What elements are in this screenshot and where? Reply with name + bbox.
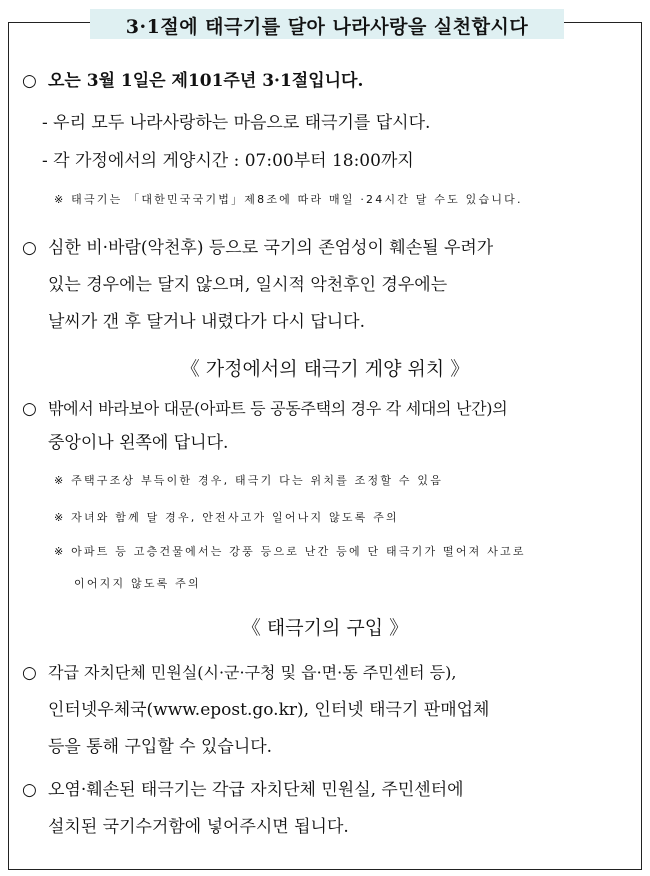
section1-main-text: 오는 3월 1일은 제101주년 3·1절입니다. [48, 71, 364, 91]
bullet-icon: ○ [22, 780, 37, 800]
bullet-icon: ○ [22, 71, 37, 91]
section1-note: ※ 태극기는 「대한민국국기법」제8조에 따라 매일 ·24시간 달 수도 있습니다. [54, 193, 523, 206]
section4-line2: 인터넷우체국(www.epost.go.kr), 인터넷 태극기 판매업체 [48, 700, 490, 720]
section4-line3: 등을 통해 구입할 수 있습니다. [48, 737, 273, 757]
section3-line1-text: 밖에서 바라보아 대문(아파트 등 공동주택의 경우 각 세대의 난간)의 [48, 399, 508, 418]
section4-line1 [22, 662, 456, 684]
section3-note1: ※ 주택구조상 부득이한 경우, 태극기 다는 위치를 조정할 수 있음 [54, 474, 444, 487]
section2-line1 [22, 237, 493, 259]
section3-line2: 중앙이나 왼쪽에 답니다. [48, 433, 229, 453]
section2-line2: 있는 경우에는 달지 않으며, 일시적 악천후인 경우에는 [48, 275, 448, 295]
section5-line1-text: 오염·훼손된 태극기는 각급 자치단체 민원실, 주민센터에 [48, 780, 464, 800]
section3-note3a: ※ 아파트 등 고층건물에서는 강풍 등으로 난간 등에 단 태극기가 떨어져 사고로 [54, 545, 526, 558]
bullet-icon: ○ [22, 399, 37, 419]
section5-line2: 설치된 국기수거함에 넣어주시면 됩니다. [48, 817, 349, 837]
section1-sub2: - 각 가정에서의 게양시간 : 07:00부터 18:00까지 [42, 151, 414, 171]
page-title: 3·1절에 태극기를 달아 나라사랑을 실천합시다 [90, 9, 564, 39]
section3-note3b: 이어지지 않도록 주의 [74, 577, 201, 590]
section3-line1 [22, 398, 507, 420]
section2-line1-text: 심한 비·바람(악천후) 등으로 국기의 존엄성이 훼손될 우려가 [48, 238, 494, 258]
section2-line3: 날씨가 갠 후 달거나 내렸다가 다시 답니다. [48, 312, 366, 332]
section3-note2: ※ 자녀와 함께 달 경우, 안전사고가 일어나지 않도록 주의 [54, 511, 399, 524]
section4-line1-text: 각급 자치단체 민원실(시·군·구청 및 읍·면·동 주민센터 등), [48, 663, 457, 682]
bullet-icon: ○ [22, 663, 37, 683]
heading-flag-position: 《 가정에서의 태극기 게양 위치 》 [180, 358, 470, 380]
bullet-icon: ○ [22, 238, 37, 258]
section1-main [22, 70, 363, 92]
section1-sub1: - 우리 모두 나라사랑하는 마음으로 태극기를 답시다. [42, 113, 431, 133]
section5-line1 [22, 779, 464, 801]
heading-purchase: 《 태극기의 구입 》 [241, 617, 409, 639]
